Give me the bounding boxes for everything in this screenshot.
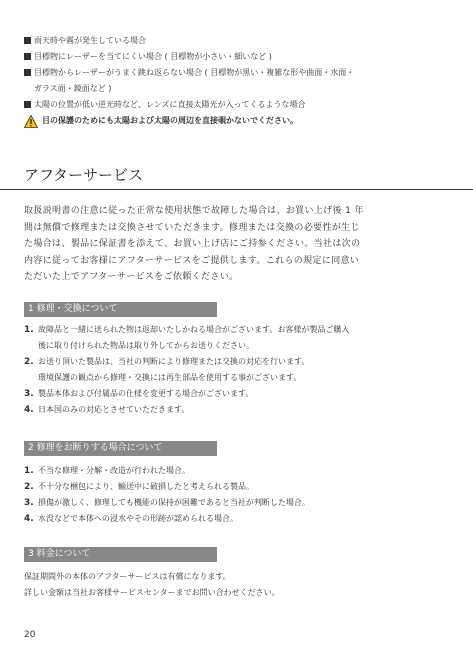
list-item: 1. 不当な修理・分解・改造が行われた場合。 — [24, 466, 190, 476]
note-item: 雨天時や霧が発生している場合 — [24, 33, 454, 49]
page-number: 20 — [24, 630, 36, 640]
note-item: 目標物にレーザーを当てにくい場合 ( 目標物が小さい・細いなど ) — [24, 49, 454, 65]
list-item: 2. 不十分な梱包により、輸送中に破損したと考えられる製品。 — [24, 482, 254, 492]
note-item: 目標物からレーザーがうまく跳ね返らない場合 ( 目標物が黒い・複雑な形や曲面・水面・ — [24, 65, 454, 81]
warning-triangle-icon — [24, 115, 38, 128]
note-item-continuation: ガラス面・鏡面など ) — [34, 84, 112, 93]
bullet-square-icon — [24, 53, 31, 60]
list-item: 3. 製品本体および付属品の仕様を変更する場合がございます。 — [24, 389, 254, 399]
list-item: 2. お送り頂いた製品は、当社の判断により修理または交換の対応を行います。 — [24, 357, 310, 367]
fees-text: 保証期間外の本体のアフターサービスは有償になります。 詳しい金額は当社お客様サービスセンターまでお問い合わせください。 — [24, 572, 280, 597]
warning-line — [24, 113, 454, 129]
list-item: 1. 故障品と一緒に送られた物は返却いたしかねる場合がございます。お客様が製品ご購入 — [24, 325, 350, 335]
section-divider — [0, 189, 473, 190]
repair-list — [24, 322, 454, 418]
subsection-header-fees: 3 料金について — [24, 547, 217, 562]
warning-text: 目の保護のためにも太陽および太陽の周辺を直接覗かないでください。 — [42, 116, 298, 125]
refusal-list — [24, 463, 454, 527]
bullet-square-icon — [24, 37, 31, 44]
list-item: 3. 損傷が激しく、修理しても機能の保持が困難であると当社が判断した場合。 — [24, 498, 310, 508]
subsection-header-repair: 1 修理・交換について — [24, 302, 217, 317]
section-title: アフターサービス — [24, 166, 143, 184]
list-item: 4. 日本国のみの対応とさせていただきます。 — [24, 405, 190, 415]
list-item-continuation: 後に取り付けられた物品は取り外してからお送りください。 — [38, 341, 254, 350]
list-item: 4. 水没などで本体への浸水やその形跡が認められる場合。 — [24, 514, 238, 524]
subsection-header-refusal: 2 修理をお断りする場合について — [24, 441, 217, 456]
bullet-square-icon — [24, 101, 31, 108]
list-item-continuation: 環境保護の観点から修理・交換には再生部品を使用する事がございます。 — [38, 373, 302, 382]
intro-paragraph: 取扱説明書の注意に従った正常な使用状態で故障した場合は、お買い上げ後 1 年 間は無償で修理または交換させていただきます。修理または交換の必要性が生じ た場合は、製品に保証書を添えて、お買い上げ店にご持参ください。当社は次の 内容に従ってお客様にアフターサービスをご提供します。これらの規定に同意い ただいた上でアフターサービスをご依頼ください。 — [24, 206, 364, 282]
usage-notes — [24, 33, 454, 129]
bullet-square-icon — [24, 69, 31, 76]
note-item: 太陽の位置が低い逆光時など、レンズに直接太陽光が入ってくるような場合 — [24, 97, 454, 113]
